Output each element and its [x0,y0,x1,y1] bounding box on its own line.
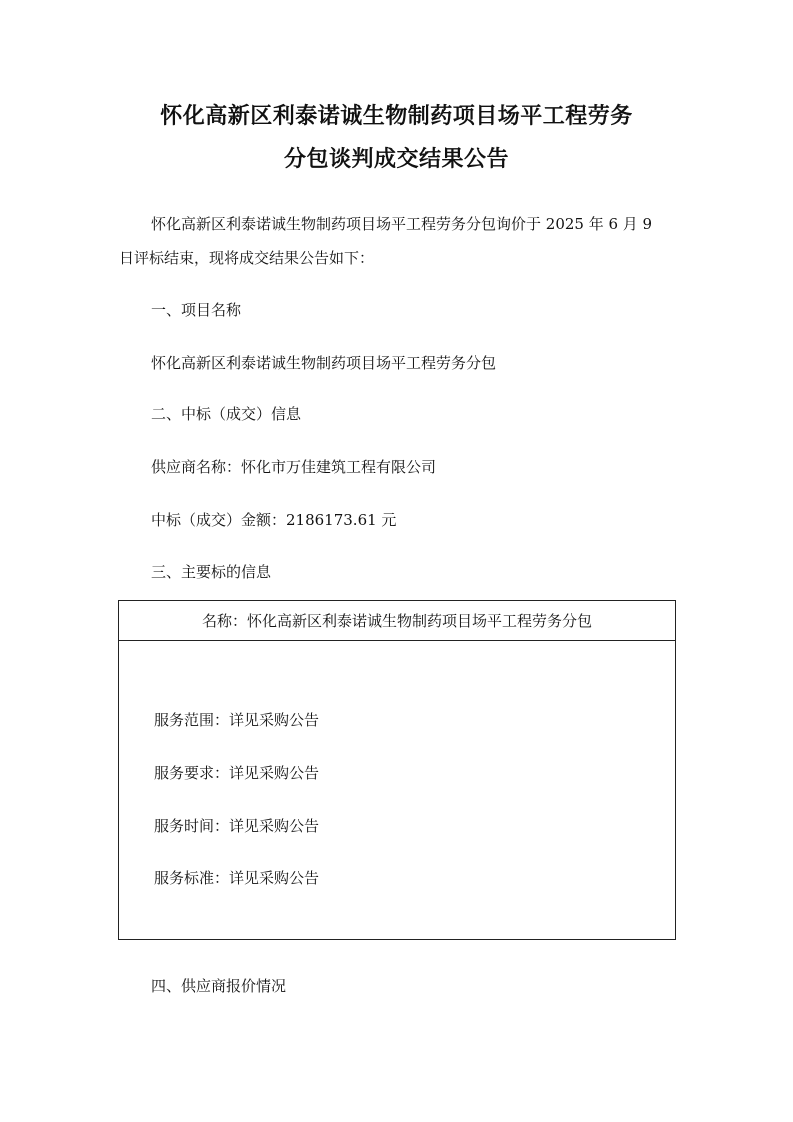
section-heading-subject-info: 三、主要标的信息 [151,563,272,581]
document-title-line-2: 分包谈判成交结果公告 [283,147,509,172]
section-heading-project-name: 一、项目名称 [151,301,242,319]
subject-row-service-scope: 服务范围：详见采购公告 [154,711,320,729]
document-title-line-1: 怀化高新区利泰诺诚生物制药项目场平工程劳务 [160,104,633,129]
section-heading-supplier-quotes: 四、供应商报价情况 [151,977,287,995]
subject-row-service-time: 服务时间：详见采购公告 [154,817,320,835]
subject-row-service-requirements: 服务要求：详见采购公告 [154,764,320,782]
intro-paragraph-line-1: 怀化高新区利泰诺诚生物制药项目场平工程劳务分包询价于 2025 年 6 月 9 [151,215,653,233]
subject-row-service-standard: 服务标准：详见采购公告 [154,869,320,887]
award-amount-text: 中标（成交）金额：2186173.61 元 [151,511,397,529]
project-name-text: 怀化高新区利泰诺诚生物制药项目场平工程劳务分包 [151,354,497,372]
section-heading-award-info: 二、中标（成交）信息 [151,405,302,423]
supplier-name-text: 供应商名称：怀化市万佳建筑工程有限公司 [151,458,437,476]
subject-table-header: 名称：怀化高新区利泰诺诚生物制药项目场平工程劳务分包 [119,601,675,641]
subject-info-table [118,600,676,940]
intro-paragraph-line-2: 日评标结束，现将成交结果公告如下： [119,249,375,267]
